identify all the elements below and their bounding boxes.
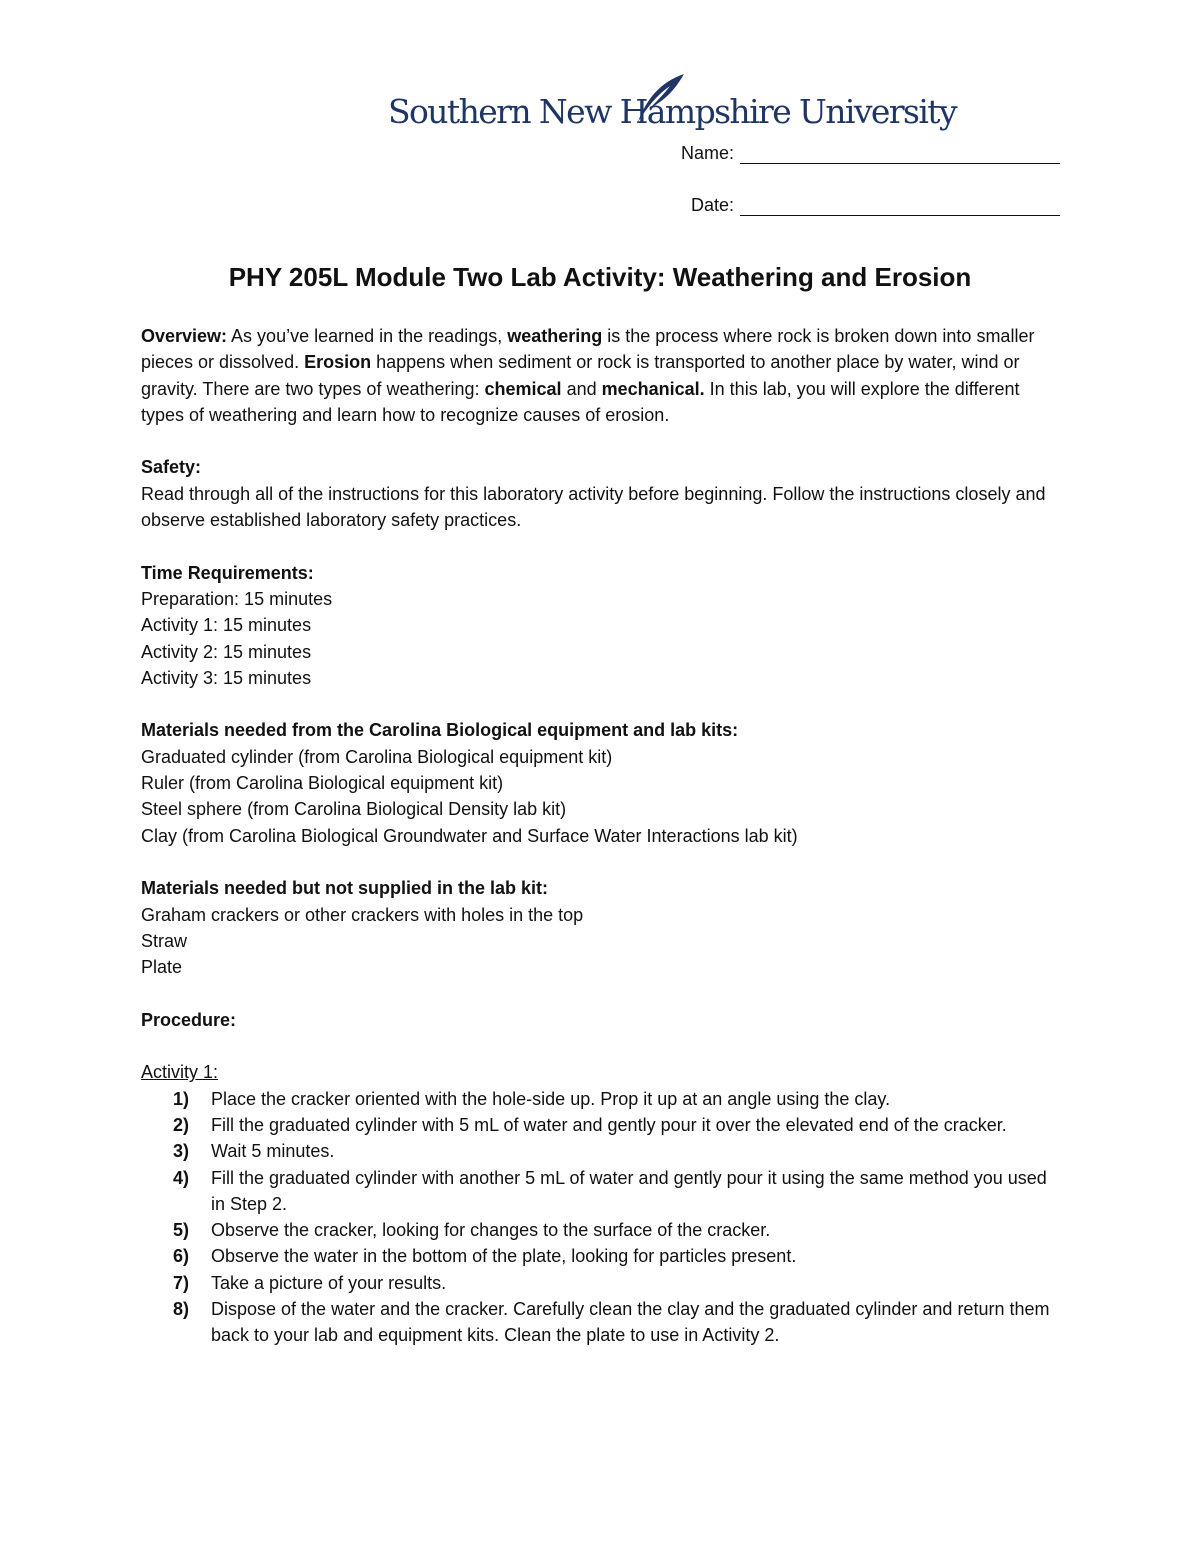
step-number: 6) [173, 1246, 190, 1267]
overview-text: and [561, 378, 602, 399]
keyword-chemical: chemical [484, 378, 562, 399]
overview-text: In this lab, you will explore the different types of weathering and learn how to recognize causes of erosion. [141, 378, 1020, 425]
name-label: Name: [680, 143, 734, 163]
logo-wordmark: Southern New Hampshire University [388, 92, 956, 131]
step-text: Wait 5 minutes. [211, 1141, 335, 1162]
step-number: 8) [173, 1298, 190, 1319]
procedure-step [141, 1086, 1061, 1112]
procedure-steps [141, 1086, 1061, 1349]
step-number: 4) [173, 1167, 190, 1188]
safety-text: Read through all of the instructions for this laboratory activity before beginning. Follow the instructions closely and observe established laboratory safety practices. [141, 483, 1046, 531]
procedure-step [141, 1112, 1061, 1138]
name-line[interactable] [740, 145, 1060, 164]
list-item: Graham crackers or other crackers with holes in the top [141, 904, 584, 925]
university-logo [388, 70, 956, 140]
keyword-mechanical: mechanical. [601, 378, 705, 399]
overview-paragraph [141, 323, 1061, 428]
list-item: Clay (from Carolina Biological Groundwater and Surface Water Interactions lab kit) [141, 825, 798, 846]
step-text: Place the cracker oriented with the hole-side up. Prop it up at an angle using the clay. [211, 1088, 891, 1109]
procedure-step [141, 1296, 1061, 1349]
keyword-weathering: weathering [507, 326, 603, 346]
procedure-heading: Procedure: [141, 1009, 237, 1030]
list-item: Activity 1: 15 minutes [141, 615, 312, 636]
step-text: Fill the graduated cylinder with 5 mL of water and gently pour it over the elevated end of the cracker. [211, 1114, 1007, 1135]
overview-text: As you’ve learned in the readings, [227, 326, 508, 346]
document-body [141, 323, 1061, 1349]
date-label: Date: [690, 195, 734, 215]
procedure-step [141, 1165, 1061, 1218]
step-number: 5) [173, 1220, 190, 1241]
materials-kit-heading: Materials needed from the Carolina Biological equipment and lab kits: [141, 720, 739, 741]
step-text: Take a picture of your results. [211, 1272, 447, 1293]
list-item: Activity 2: 15 minutes [141, 641, 312, 662]
keyword-erosion: Erosion [304, 352, 372, 373]
procedure-step [141, 1270, 1061, 1296]
step-text: Dispose of the water and the cracker. Carefully clean the clay and the graduated cylinder and return them back to your lab and equipment kits. Clean the plate to use in Activity 2. [211, 1298, 1050, 1346]
name-field[interactable] [0, 143, 1060, 164]
overview-label: Overview: [141, 326, 228, 346]
list-item: Preparation: 15 minutes [141, 588, 333, 609]
step-number: 7) [173, 1272, 190, 1293]
procedure-step [141, 1217, 1061, 1243]
step-text: Observe the water in the bottom of the plate, looking for particles present. [211, 1246, 797, 1267]
list-item: Straw [141, 930, 188, 951]
list-item: Steel sphere (from Carolina Biological Density lab kit) [141, 799, 567, 820]
overview-text: happens when sediment or rock is transported to another place by water, wind or gravity. There are two types of weathering: [141, 352, 1020, 399]
date-field[interactable] [0, 195, 1060, 216]
procedure-step [141, 1138, 1061, 1164]
time-heading: Time Requirements: [141, 562, 314, 583]
list-item: Ruler (from Carolina Biological equipment kit) [141, 773, 504, 794]
safety-heading: Safety: [141, 457, 202, 478]
overview-text: is the process where rock is broken down into smaller pieces or dissolved. [141, 326, 1035, 373]
date-line[interactable] [740, 197, 1060, 216]
list-item: Plate [141, 957, 183, 978]
step-text: Observe the cracker, looking for changes to the surface of the cracker. [211, 1220, 771, 1241]
materials-other-heading: Materials needed but not supplied in the lab kit: [141, 878, 549, 899]
list-item: Graduated cylinder (from Carolina Biological equipment kit) [141, 746, 613, 767]
step-number: 1) [173, 1088, 190, 1109]
procedure-step [141, 1243, 1061, 1269]
list-item: Activity 3: 15 minutes [141, 667, 312, 688]
activity-heading: Activity 1: [141, 1062, 219, 1083]
page-title: PHY 205L Module Two Lab Activity: Weathering and Erosion [228, 262, 972, 292]
step-number: 3) [173, 1141, 190, 1162]
step-text: Fill the graduated cylinder with another 5 mL of water and gently pour it using the same method you used in Step 2. [211, 1167, 1047, 1214]
step-number: 2) [173, 1114, 190, 1135]
